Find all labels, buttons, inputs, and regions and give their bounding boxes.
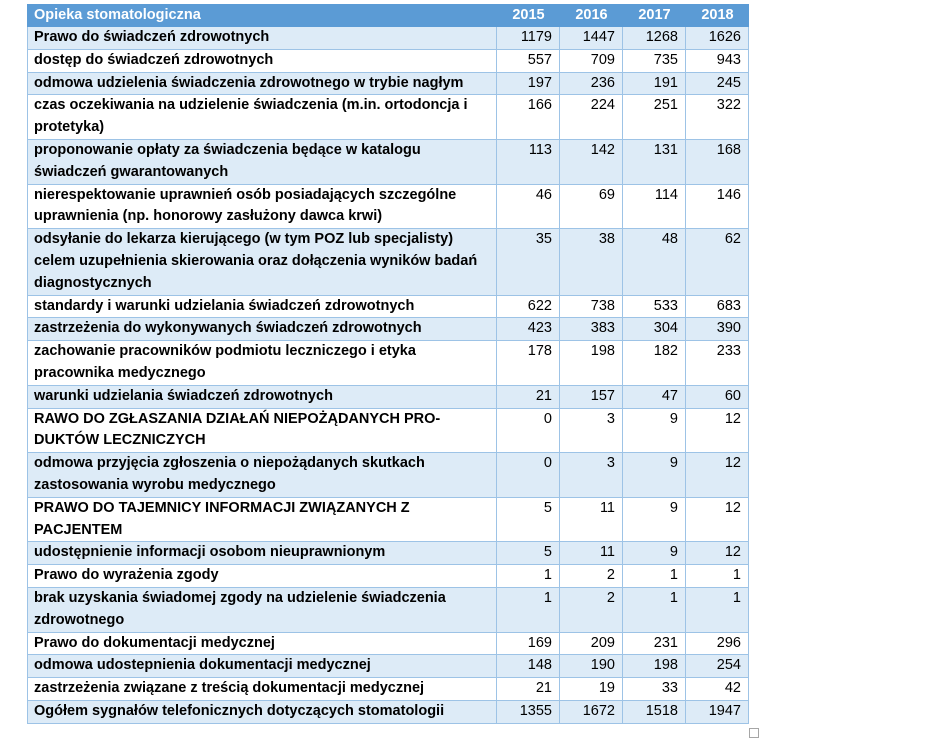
row-label: PRAWO DO TAJEMNICY INFORMACJI ZWIĄZANYCH Z PACJENTEM — [28, 497, 497, 542]
year-value-cell: 166 — [497, 95, 560, 140]
year-value-cell: 735 — [623, 49, 686, 72]
year-value-cell: 233 — [686, 341, 749, 386]
year-value-cell: 113 — [497, 139, 560, 184]
year-value-cell: 169 — [497, 632, 560, 655]
table-row — [28, 295, 749, 318]
table-row — [28, 229, 749, 295]
year-value-cell: 1 — [686, 587, 749, 632]
table-row — [28, 95, 749, 140]
year-value-cell: 1518 — [623, 700, 686, 723]
header-year: 2018 — [686, 5, 749, 27]
year-value-cell: 709 — [560, 49, 623, 72]
header-row — [28, 5, 749, 27]
year-value-cell: 191 — [623, 72, 686, 95]
year-value-cell: 9 — [623, 408, 686, 453]
year-value-cell: 236 — [560, 72, 623, 95]
year-value-cell: 304 — [623, 318, 686, 341]
year-value-cell: 1626 — [686, 27, 749, 50]
year-value-cell: 198 — [623, 655, 686, 678]
year-value-cell: 1947 — [686, 700, 749, 723]
year-value-cell: 198 — [560, 341, 623, 386]
year-value-cell: 21 — [497, 385, 560, 408]
year-value-cell: 2 — [560, 565, 623, 588]
table-row — [28, 341, 749, 386]
year-value-cell: 35 — [497, 229, 560, 295]
year-value-cell: 168 — [686, 139, 749, 184]
year-value-cell: 38 — [560, 229, 623, 295]
table-resize-handle[interactable] — [749, 728, 759, 738]
year-value-cell: 48 — [623, 229, 686, 295]
year-value-cell: 0 — [497, 453, 560, 498]
year-value-cell: 322 — [686, 95, 749, 140]
table-row — [28, 497, 749, 542]
year-value-cell: 231 — [623, 632, 686, 655]
year-value-cell: 197 — [497, 72, 560, 95]
year-value-cell: 11 — [560, 497, 623, 542]
table-row — [28, 655, 749, 678]
year-value-cell: 533 — [623, 295, 686, 318]
year-value-cell: 9 — [623, 453, 686, 498]
table-row — [28, 565, 749, 588]
header-year: 2015 — [497, 5, 560, 27]
header-year: 2016 — [560, 5, 623, 27]
year-value-cell: 1 — [623, 587, 686, 632]
row-label: Prawo do dokumentacji medycznej — [28, 632, 497, 655]
row-label: warunki udzielania świadczeń zdrowotnych — [28, 385, 497, 408]
year-value-cell: 254 — [686, 655, 749, 678]
row-label: standardy i warunki udzielania świadczeń zdrowotnych — [28, 295, 497, 318]
row-label: RAWO DO ZGŁASZANIA DZIAŁAŃ NIEPOŻĄDANYCH PRO- DUKTÓW LECZNICZYCH — [28, 408, 497, 453]
year-value-cell: 557 — [497, 49, 560, 72]
row-label: odmowa udzielenia świadczenia zdrowotnego w trybie nagłym — [28, 72, 497, 95]
year-value-cell: 60 — [686, 385, 749, 408]
year-value-cell: 3 — [560, 408, 623, 453]
table-row — [28, 542, 749, 565]
year-value-cell: 114 — [623, 184, 686, 229]
header-year: 2017 — [623, 5, 686, 27]
row-label: zastrzeżenia do wykonywanych świadczeń zdrowotnych — [28, 318, 497, 341]
header-title: Opieka stomatologiczna — [28, 5, 497, 27]
row-label: odmowa udostepnienia dokumentacji medycznej — [28, 655, 497, 678]
table-row — [28, 385, 749, 408]
year-value-cell: 182 — [623, 341, 686, 386]
year-value-cell: 12 — [686, 408, 749, 453]
year-value-cell: 3 — [560, 453, 623, 498]
year-value-cell: 5 — [497, 542, 560, 565]
row-label: czas oczekiwania na udzielenie świadczenia (m.in. ortodoncja i protetyka) — [28, 95, 497, 140]
year-value-cell: 12 — [686, 453, 749, 498]
year-value-cell: 9 — [623, 542, 686, 565]
table-body — [28, 27, 749, 724]
year-value-cell: 1355 — [497, 700, 560, 723]
table-row — [28, 700, 749, 723]
year-value-cell: 5 — [497, 497, 560, 542]
year-value-cell: 738 — [560, 295, 623, 318]
year-value-cell: 21 — [497, 678, 560, 701]
year-value-cell: 209 — [560, 632, 623, 655]
year-value-cell: 251 — [623, 95, 686, 140]
table-row — [28, 27, 749, 50]
table-row — [28, 453, 749, 498]
year-value-cell: 0 — [497, 408, 560, 453]
year-value-cell: 423 — [497, 318, 560, 341]
year-value-cell: 33 — [623, 678, 686, 701]
stomatology-signals-table — [27, 4, 749, 724]
table-row — [28, 49, 749, 72]
row-label: odsyłanie do lekarza kierującego (w tym POZ lub specjalisty) celem uzupełnienia skierowania oraz dołączenia wyników badań diagnostycznych — [28, 229, 497, 295]
year-value-cell: 142 — [560, 139, 623, 184]
year-value-cell: 1 — [686, 565, 749, 588]
year-value-cell: 42 — [686, 678, 749, 701]
year-value-cell: 11 — [560, 542, 623, 565]
year-value-cell: 943 — [686, 49, 749, 72]
row-label: Prawo do świadczeń zdrowotnych — [28, 27, 497, 50]
table-row — [28, 139, 749, 184]
year-value-cell: 245 — [686, 72, 749, 95]
table-row — [28, 632, 749, 655]
row-label: dostęp do świadczeń zdrowotnych — [28, 49, 497, 72]
year-value-cell: 1179 — [497, 27, 560, 50]
year-value-cell: 2 — [560, 587, 623, 632]
row-label: nierespektowanie uprawnień osób posiadających szczególne uprawnienia (np. honorowy zasłużony dawca krwi) — [28, 184, 497, 229]
year-value-cell: 12 — [686, 542, 749, 565]
year-value-cell: 1447 — [560, 27, 623, 50]
row-label: Prawo do wyrażenia zgody — [28, 565, 497, 588]
year-value-cell: 383 — [560, 318, 623, 341]
row-label: proponowanie opłaty za świadczenia będące w katalogu świadczeń gwarantowanych — [28, 139, 497, 184]
year-value-cell: 1 — [497, 587, 560, 632]
year-value-cell: 1268 — [623, 27, 686, 50]
year-value-cell: 683 — [686, 295, 749, 318]
year-value-cell: 390 — [686, 318, 749, 341]
row-label: odmowa przyjęcia zgłoszenia o niepożądanych skutkach zastosowania wyrobu medycznego — [28, 453, 497, 498]
year-value-cell: 47 — [623, 385, 686, 408]
table-row — [28, 318, 749, 341]
row-label: zachowanie pracowników podmiotu leczniczego i etyka pracownika medycznego — [28, 341, 497, 386]
table-row — [28, 408, 749, 453]
table-row — [28, 587, 749, 632]
year-value-cell: 190 — [560, 655, 623, 678]
table-row — [28, 678, 749, 701]
year-value-cell: 1 — [497, 565, 560, 588]
year-value-cell: 12 — [686, 497, 749, 542]
row-label: udostępnienie informacji osobom nieuprawnionym — [28, 542, 497, 565]
year-value-cell: 9 — [623, 497, 686, 542]
year-value-cell: 46 — [497, 184, 560, 229]
year-value-cell: 1672 — [560, 700, 623, 723]
table-row — [28, 72, 749, 95]
year-value-cell: 146 — [686, 184, 749, 229]
year-value-cell: 296 — [686, 632, 749, 655]
year-value-cell: 1 — [623, 565, 686, 588]
row-label: zastrzeżenia związane z treścią dokumentacji medycznej — [28, 678, 497, 701]
row-label: brak uzyskania świadomej zgody na udzielenie świadczenia zdrowotnego — [28, 587, 497, 632]
row-label: Ogółem sygnałów telefonicznych dotyczących stomatologii — [28, 700, 497, 723]
year-value-cell: 19 — [560, 678, 623, 701]
year-value-cell: 148 — [497, 655, 560, 678]
year-value-cell: 69 — [560, 184, 623, 229]
year-value-cell: 224 — [560, 95, 623, 140]
year-value-cell: 131 — [623, 139, 686, 184]
year-value-cell: 62 — [686, 229, 749, 295]
year-value-cell: 622 — [497, 295, 560, 318]
year-value-cell: 157 — [560, 385, 623, 408]
year-value-cell: 178 — [497, 341, 560, 386]
table-row — [28, 184, 749, 229]
